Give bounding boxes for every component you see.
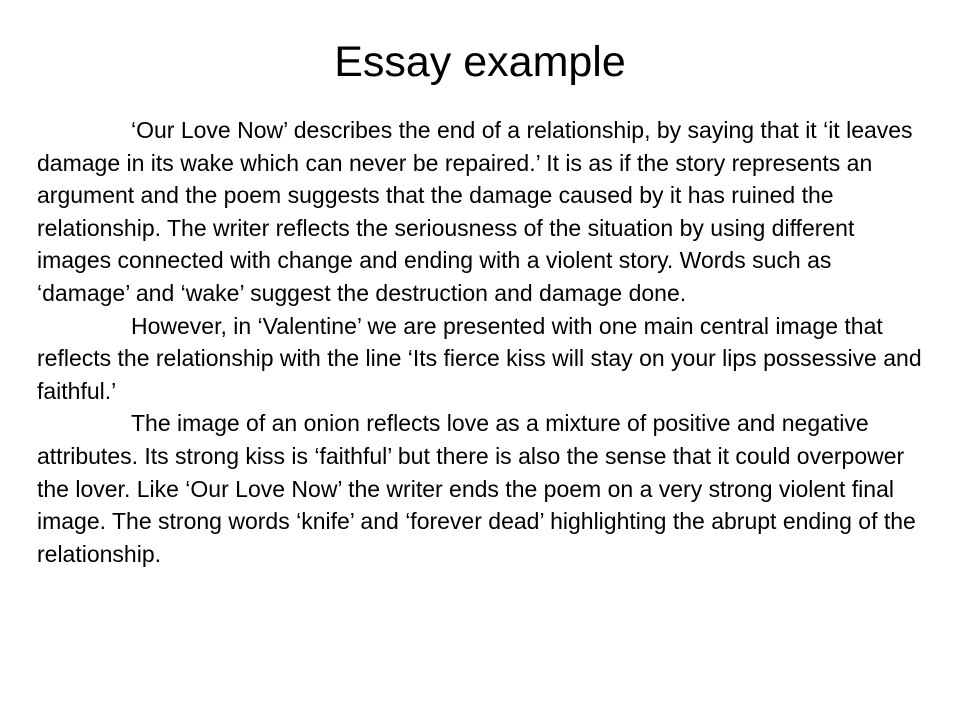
essay-paragraph-3: The image of an onion reflects love as a mixture of positive and negative attributes. Its strong kiss is ‘faithful’ but there is also the sense that it could overpower the lover. Like ‘Our Love Now’ the writer ends the poem on a very strong violent final image. The strong words ‘knife’ and ‘forever dead’ highlighting the abrupt ending of the relationship. [37,410,916,567]
essay-paragraph-1: ‘Our Love Now’ describes the end of a relationship, by saying that it ‘it leaves damage in its wake which can never be repaired.’ It is as if the story represents an argument and the poem suggests that the damage caused by it has ruined the relationship. The writer reflects the seriousness of the situation by using different images connected with change and ending with a violent story. Words such as ‘damage’ and ‘wake’ suggest the destruction and damage done. [37,117,913,306]
slide-title: Essay example [334,38,626,86]
essay-body [37,114,925,570]
essay-paragraph-2: However, in ‘Valentine’ we are presented with one main central image that reflects the relationship with the line ‘Its fierce kiss will stay on your lips possessive and faithful.’ [37,312,922,404]
